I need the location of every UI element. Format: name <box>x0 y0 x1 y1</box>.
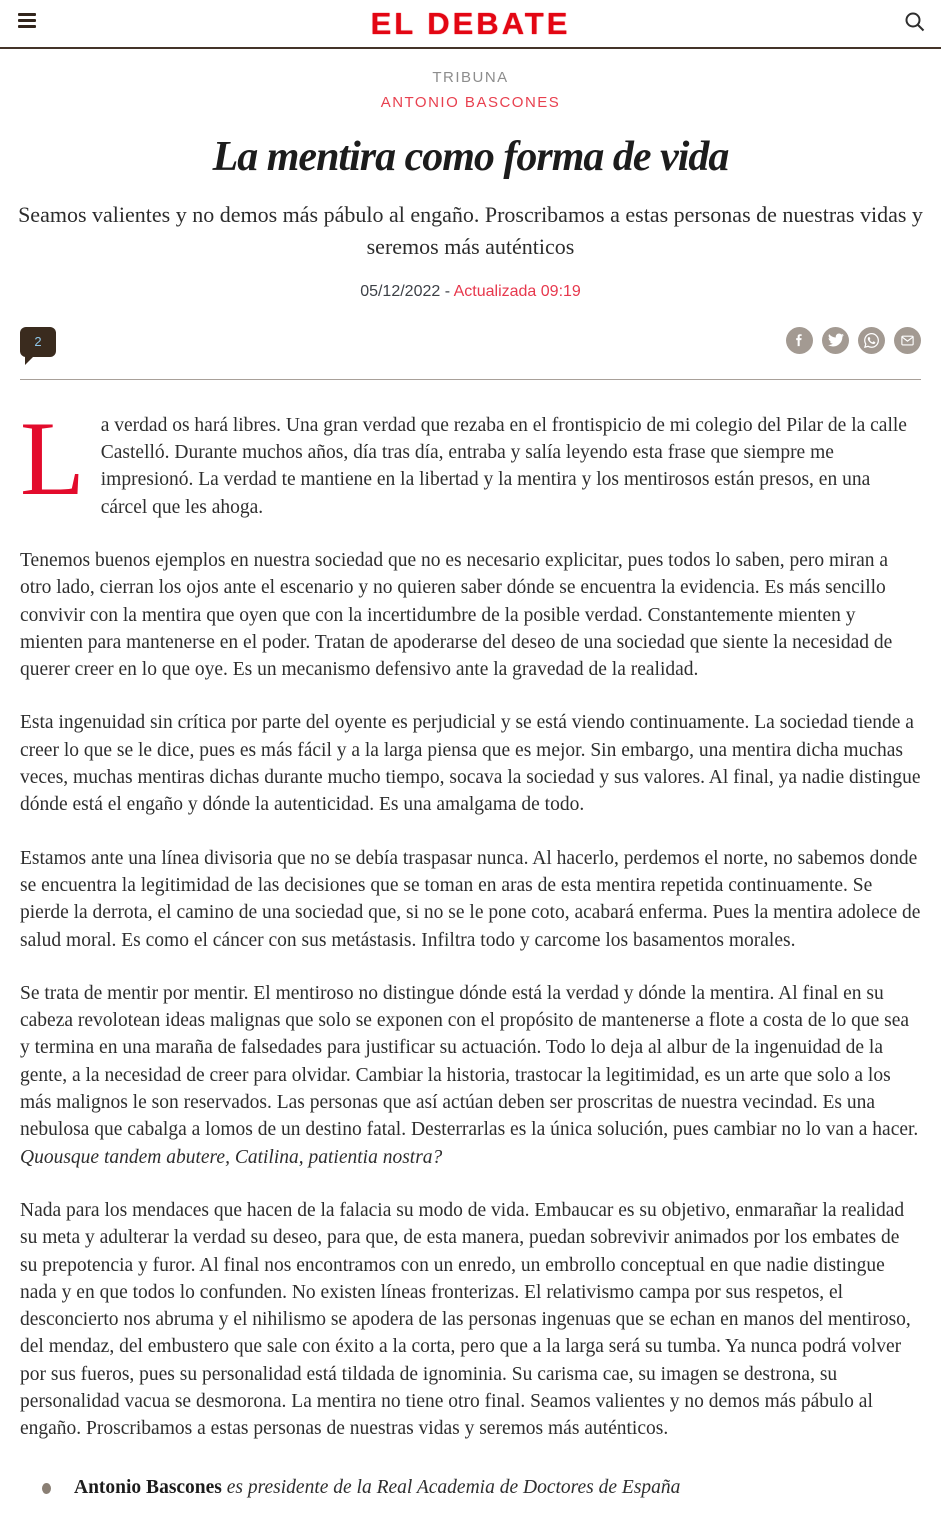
el-debate-logo[interactable]: EL DEBATE <box>370 5 571 41</box>
facebook-icon[interactable] <box>786 327 813 354</box>
article-title: La mentira como forma de vida <box>212 134 729 180</box>
article-body <box>0 380 941 1443</box>
bullet-icon <box>42 1483 51 1494</box>
hamburger-bar <box>18 25 36 28</box>
share-icons <box>786 327 921 354</box>
author-link[interactable]: ANTONIO BASCONES <box>380 94 561 111</box>
comments-count: 2 <box>34 334 42 350</box>
paragraph-text: a verdad os hará libres. Una gran verdad que rezaba en el frontispicio de mi colegio del Pilar de la calle Castelló. Durante muchos años, día tras día, entraba y salía leyendo esta frase que siempre me impresionó. La verdad te mantiene en la libertad y la mentira y los mentirosos están presos, en una cárcel que les ahoga. <box>100 414 907 518</box>
author-role: es presidente de la Real Academia de Doctores de España <box>226 1476 681 1498</box>
article-subtitle: Seamos valientes y no demos más pábulo al engaño. Proscribamos a estas personas de nuestras vidas y seremos más auténticos <box>18 202 923 259</box>
paragraph: Esta ingenuidad sin crítica por parte del oyente es perjudicial y se está viendo continuamente. La sociedad tiende a creer lo que se le dice, pues es más fácil y a la larga piensa que es mejor. Sin embargo, una mentira dicha muchas veces, muchas mentiras dichas durante mucho tiempo, socava la sociedad y sus valores. Al final, ya nadie distingue dónde está el engaño y dónde la autenticidad. Es una amalgama de todo. <box>20 712 921 816</box>
site-header <box>0 0 941 49</box>
twitter-icon[interactable] <box>822 327 849 354</box>
hamburger-bar <box>18 13 36 16</box>
date-separator: - <box>440 282 454 300</box>
paragraph: Tenemos buenos ejemplos en nuestra sociedad que no es necesario explicitar, pues todos lo saben, pero miran a otro lado, cierran los ojos ante el escenario y no quieren saber dónde se encuentra la evidencia. Es más sencillo convivir con la mentira que oyen que con la incertidumbre de la posible verdad. Constantemente mienten y mienten para mantenerse en el poder. Tratan de apoderarse del deseo de una sociedad que siente la necesidad de querer creer en lo que oye. Es un mecanismo defensivo ante la gravedad de la realidad. <box>20 549 893 681</box>
dropcap-letter: L <box>20 399 85 517</box>
hamburger-menu-icon[interactable] <box>18 13 36 31</box>
whatsapp-icon[interactable] <box>858 327 885 354</box>
paragraph: Estamos ante una línea divisoria que no se debía traspasar nunca. Al hacerlo, perdemos el norte, no sabemos donde se encuentra la legitimidad de las decisiones que se toman en aras de esta mentira repetida continuamente. Se pierde la derrota, el camino de una sociedad que, si no se le pone coto, acabará enferma. Pues la mentira adolece de salud moral. Es como el cáncer con sus metástasis. Infiltra todo y carcome los basamentos morales. <box>20 847 921 951</box>
paragraph <box>20 980 921 1171</box>
paragraph <box>20 399 921 521</box>
paragraph-text: Se trata de mentir por mentir. El mentiroso no distingue dónde está la verdad y dónde la mentira. Al final en su cabeza revolotean ideas malignas que solo se exponen con el propósito de mantenerse a flote a costa de lo que sea y termina en una maraña de falsedades para justificar su actuación. Todo lo deja al albur de la ingenuidad de la gente, a la necesidad de creer para olvidar. Cambiar la historia, trastocar la legitimidad, es un arte que solo a los más malignos le son reservados. Las personas que así actúan deben ser proscritas de nuestra vecindad. Es una nebulosa que cabalga a lomos de un destino fatal. Desterrarlas es la única solución, pues cambiar no lo van a hacer. <box>20 982 919 1141</box>
hamburger-bar <box>18 19 36 22</box>
paragraph: Nada para los mendaces que hacen de la falacia su modo de vida. Embaucar es su objetivo, enmarañar la realidad su meta y adulterar la verdad su deseo, para que, de esta manera, puedan sobrevivir animados por los embates de su prepotencia y furor. Al final nos encontramos con un enredo, un embrollo conceptual en que nadie distingue nada y en que todos lo confunden. No existen líneas fronterizas. El relativismo campa por sus respetos, el desconcierto nos abruma y el nihilismo se apodera de las personas ingenuas que se echan en manos del mentiroso, del mendaz, del embustero que sale con éxito a la corta, pero que a la larga será su tumba. Ya nunca podrá volver por sus fueros, pues su personalidad está tildada de ignominia. Su carisma cae, su imagen se destrona, su personalidad vacua se desmorona. La mentira no tiene otro final. Seamos valientes y no demos más pábulo al engaño. Proscribamos a estas personas de nuestras vidas y seremos más auténticos. <box>20 1199 911 1440</box>
comments-button[interactable] <box>20 327 56 357</box>
search-icon[interactable] <box>903 10 927 39</box>
section-kicker: TRIBUNA <box>432 69 509 86</box>
publish-date: 05/12/2022 <box>360 282 441 300</box>
updated-time: Actualizada 09:19 <box>453 282 581 300</box>
author-name: Antonio Bascones <box>74 1476 222 1498</box>
email-icon[interactable] <box>894 327 921 354</box>
dateline <box>0 283 941 301</box>
share-toolbar <box>0 327 941 357</box>
author-footer <box>0 1477 941 1499</box>
latin-quote: Quousque tandem abutere, Catilina, patientia nostra? <box>20 1146 443 1168</box>
